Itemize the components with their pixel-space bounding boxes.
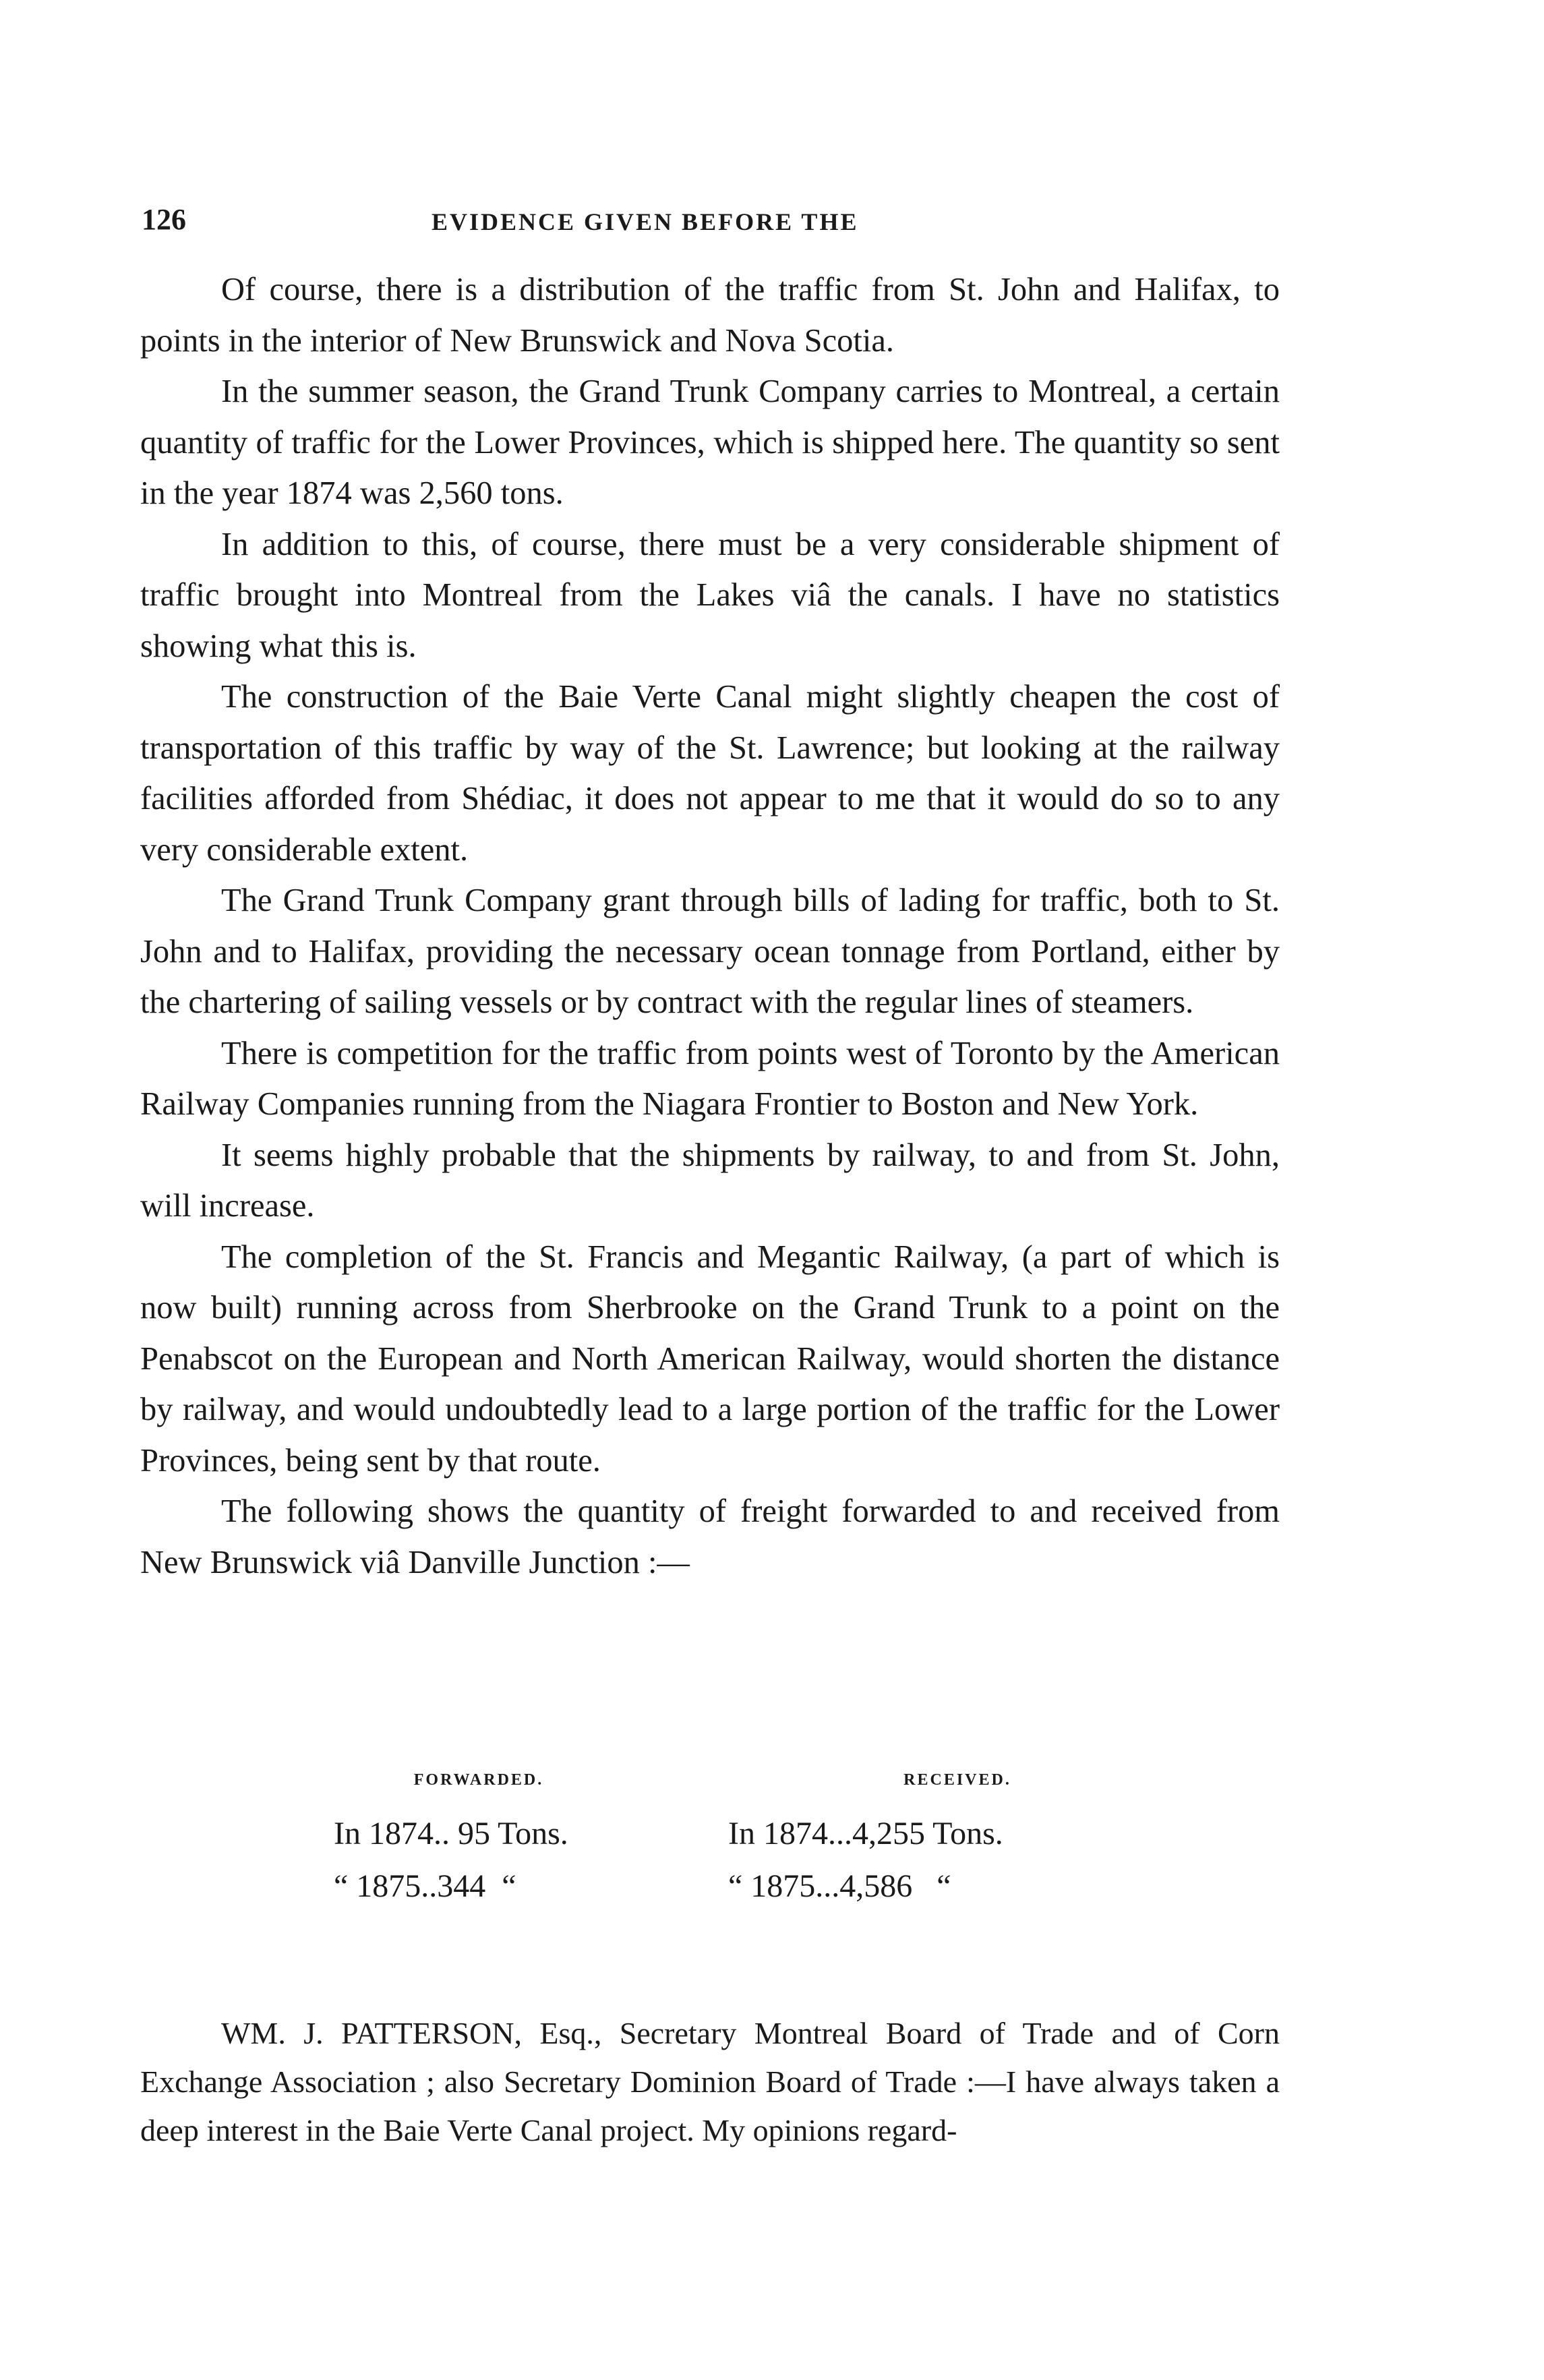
paragraph-freight-intro: The following shows the quantity of freight forwarded to and received from New Brunswick viâ Danville Junction :— <box>140 1493 1280 1580</box>
freight-table <box>142 1770 1281 1918</box>
paragraph-bills-of-lading: The Grand Trunk Company grant through bills of lading for traffic, both to St. John and to Halifax, providing the necessary ocean tonnage from Portland, either by the chartering of sailing vessels or by contract with the regular lines of steamers. <box>140 883 1280 1020</box>
witness-paragraph <box>140 2009 1280 2155</box>
witness-name: WM. J. PATTERSON, Esq., <box>221 2016 602 2050</box>
running-head <box>142 202 1274 243</box>
received-heading: RECEIVED. <box>903 1771 1011 1789</box>
received-column <box>728 1770 1106 1913</box>
forwarded-heading: FORWARDED. <box>413 1771 544 1789</box>
paragraph-baie-verte-canal: The construction of the Baie Verte Canal might slightly cheapen the cost of transportation of this traffic by way of the St. Lawrence; but looking at the railway facilities afforded from Shédiac, it does not appear to me that it would do so to any very considerable extent. <box>140 679 1280 868</box>
body-text <box>140 264 1280 1588</box>
paragraph-distribution: Of course, there is a distribution of the traffic from St. John and Halifax, to points in the interior of New Brunswick and Nova Scotia. <box>140 272 1280 359</box>
paragraph-megantic-railway: The completion of the St. Francis and Megantic Railway, (a part of which is now built) running across from Sherbrooke on the Grand Trunk to a point on the Penabscot on the European and North American Railway, would shorten the distance by railway, and would undoubtedly lead to a large portion of the traffic for the Lower Provinces, being sent by that route. <box>140 1239 1280 1479</box>
paragraph-summer-season: In the summer season, the Grand Trunk Company carries to Montreal, a certain quantity of traffic for the Lower Provinces, which is shipped here. The quantity so sent in the year 1874 was 2,560 tons. <box>140 374 1280 511</box>
received-row-1875: “ 1875...4,586 “ <box>728 1868 951 1904</box>
paragraph-shipments-increase: It seems highly probable that the shipments by railway, to and from St. John, will increase. <box>140 1137 1280 1224</box>
running-title: EVIDENCE GIVEN BEFORE THE <box>432 208 859 235</box>
received-row-1874: In 1874...4,255 Tons. <box>728 1816 1003 1851</box>
forwarded-row-1875: “ 1875..344 “ <box>334 1868 516 1904</box>
forwarded-row-1874: In 1874.. 95 Tons. <box>334 1816 568 1851</box>
witness-statement <box>140 2009 1280 2155</box>
paragraph-lakes-shipment: In addition to this, of course, there must be a very considerable shipment of traffic brought into Montreal from the Lakes viâ the canals. I have no statistics showing what this is. <box>140 526 1280 664</box>
witness-text: Secretary Montreal Board of Trade and of Corn Exchange Association ; also Secretary Dominion Board of Trade :—I have always taken a deep interest in the Baie Verte Canal project. My opinions regard- <box>140 2016 1280 2147</box>
page-number: 126 <box>142 203 186 236</box>
forwarded-column <box>334 1770 684 1913</box>
paragraph-competition: There is competition for the traffic from points west of Toronto by the American Railway Companies running from the Niagara Frontier to Boston and New York. <box>140 1035 1280 1122</box>
